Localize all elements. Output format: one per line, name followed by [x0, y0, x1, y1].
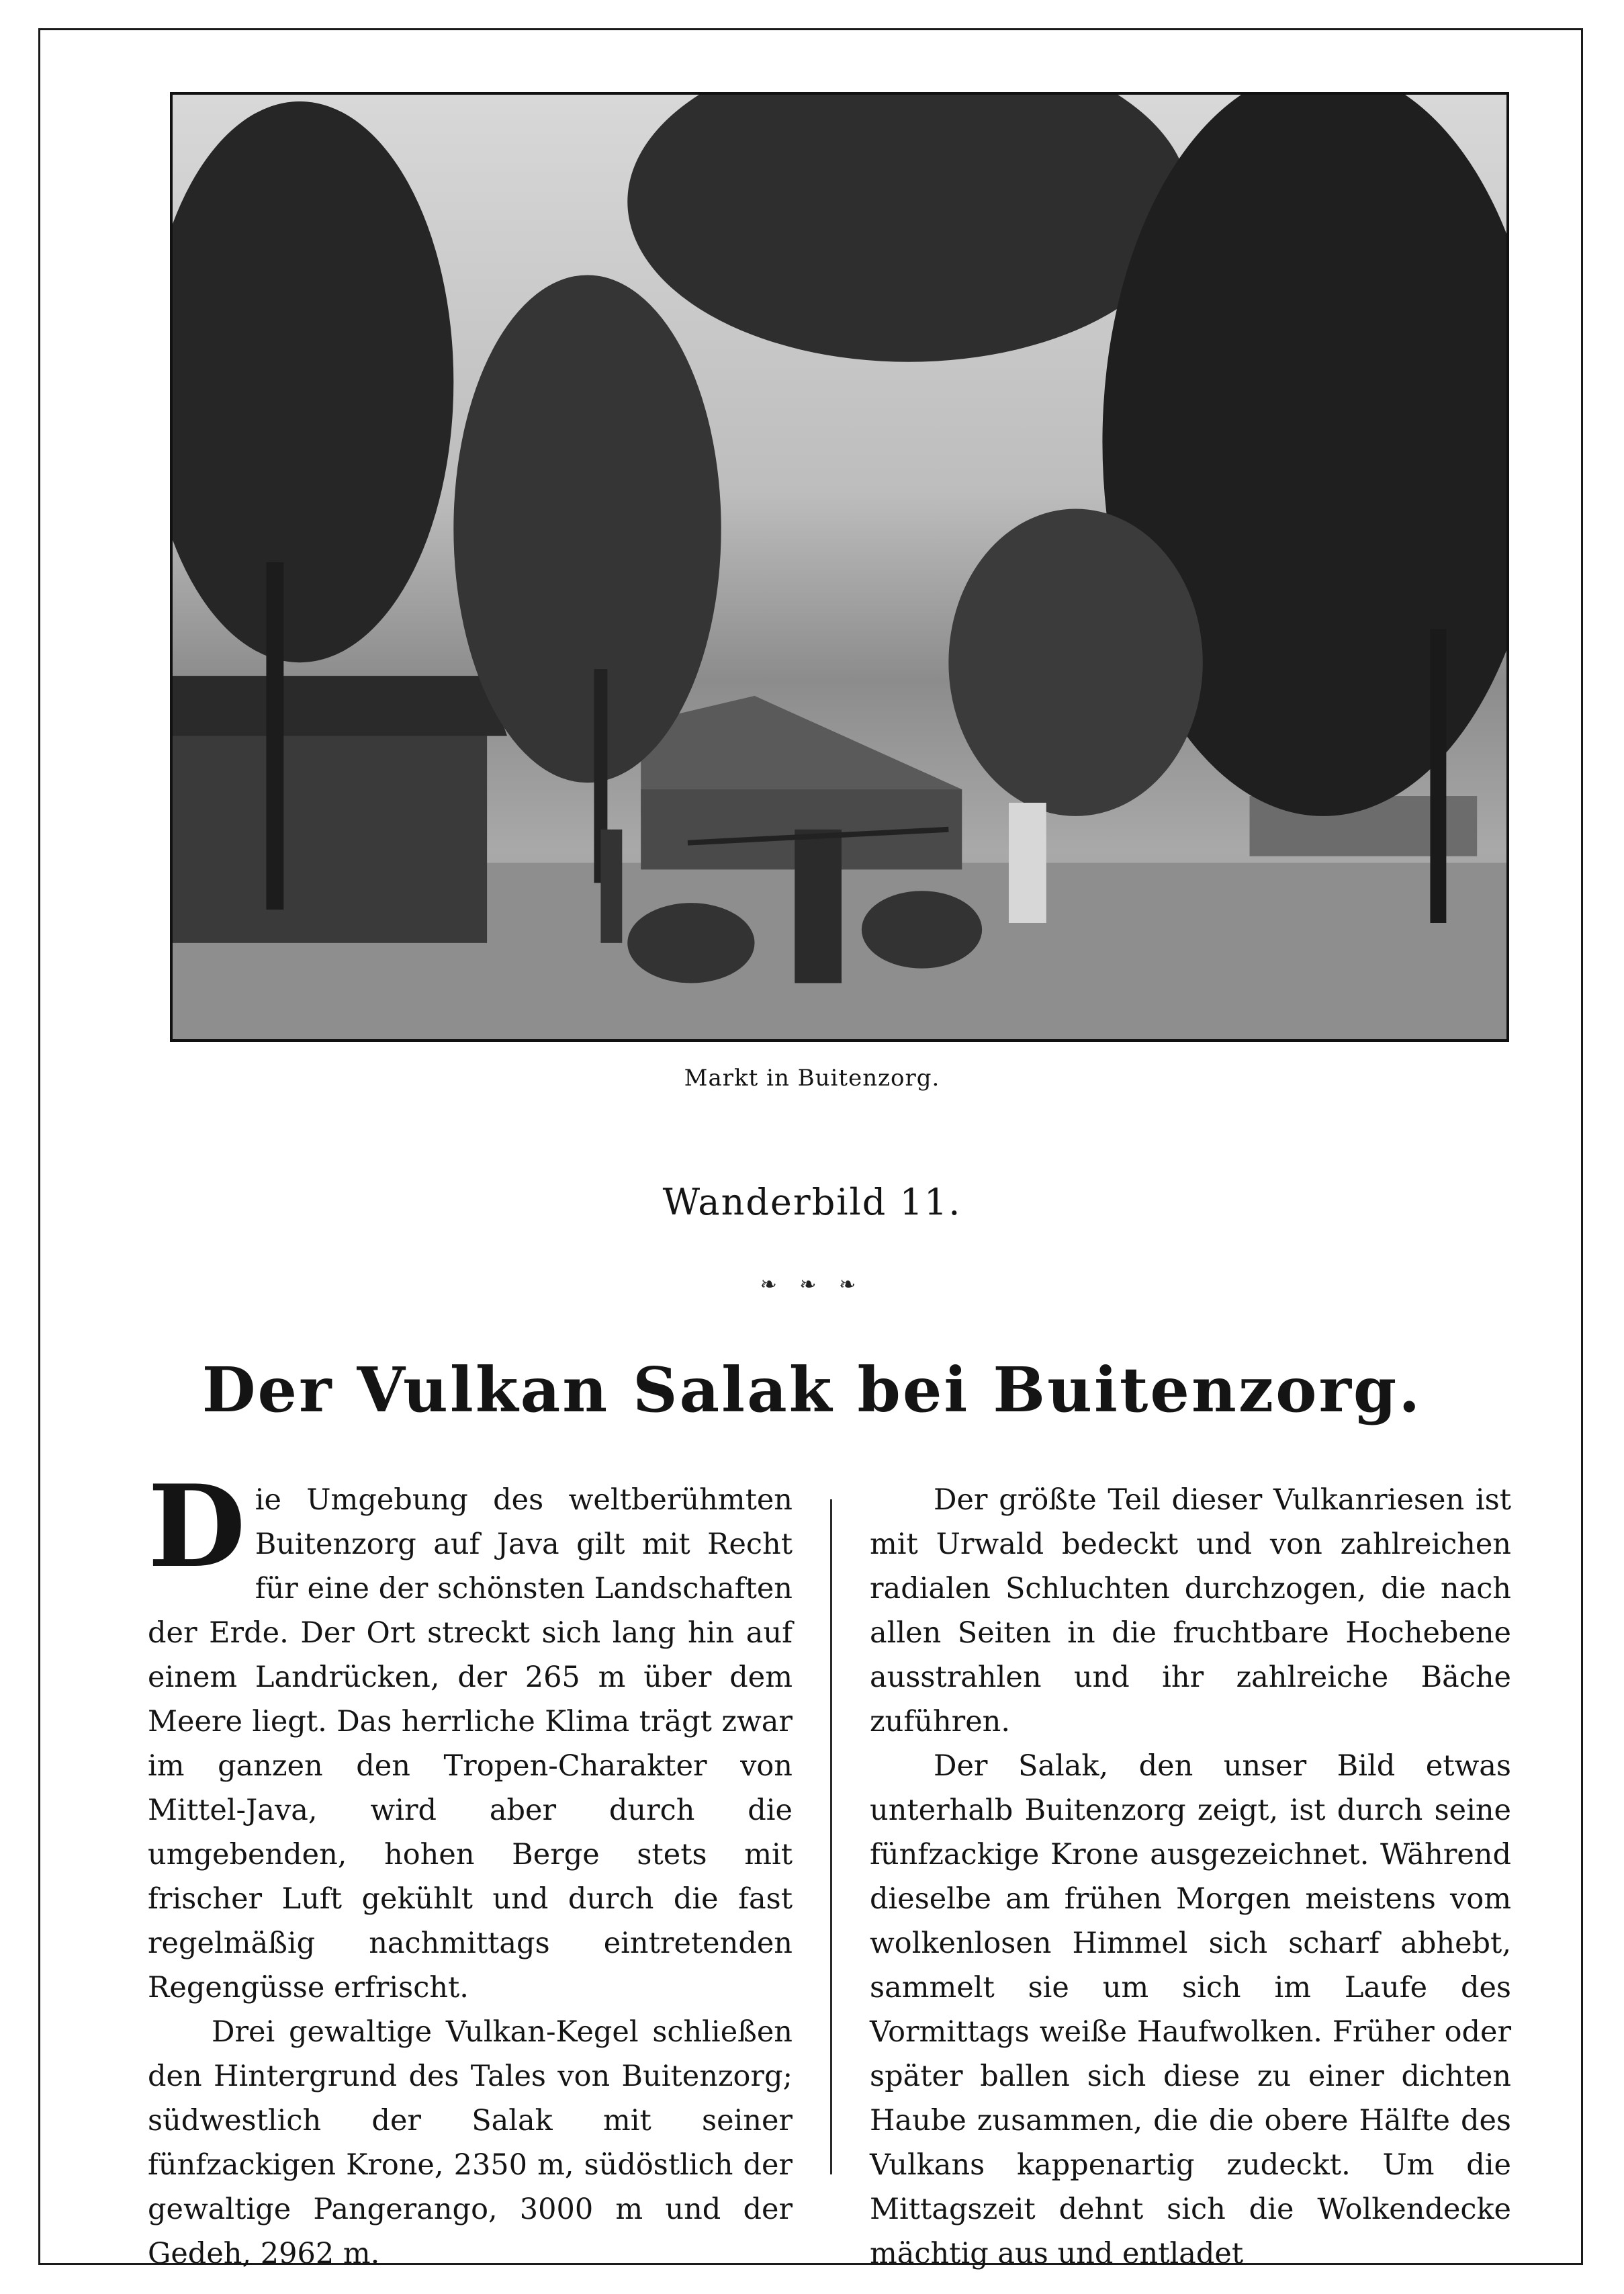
section-subtitle: Wanderbild 11. [662, 1181, 962, 1223]
ornament-divider: ❧ ❧ ❧ [760, 1273, 864, 1296]
left-paragraph-1-text: ie Umgebung des weltberühmten Buitenzorg auf Java gilt mit Recht für eine der schönsten Landschaften der Erde. Der Ort streckt sich lang hin auf einem Landrücken, der 265 m über dem Meere liegt. Das herrliche Klima trägt zwar im ganzen den Tropen-Charakter von Mittel-Java, wird aber durch die umgebenden, hohen Berge stets mit frischer Luft gekühlt und durch die fast regelmäßig nachmittags eintretenden Regengüsse erfrischt. [148, 1483, 793, 2004]
left-paragraph-1 [148, 1460, 793, 2010]
market-photo [170, 92, 1509, 1042]
drop-cap: D [148, 1460, 246, 1593]
column-rule [830, 1499, 832, 2174]
article-title: Der Vulkan Salak bei Buitenzorg. [201, 1354, 1423, 1426]
right-paragraph-2: Der Salak, den unser Bild etwas unterhalb Buitenzorg zeigt, ist durch seine fünfzackige Krone ausgezeichnet. Während dieselbe am frühen Morgen meistens vom wolkenlosen Himmel sich scharf abhebt, sammelt sie um sich im Laufe des Vormittags weiße Haufwolken. Früher oder später ballen sich diese zu einer dichten Haube zusammen, die die obere Hälfte des Vulkans kappenartig zudeckt. Um die Mittagszeit dehnt sich die Wolkendecke mächtig aus und entladet [870, 1749, 1511, 2270]
right-paragraph-1: Der größte Teil dieser Vulkanriesen ist mit Urwald bedeckt und von zahlreichen radialen Schluchten durchzogen, die nach allen Seiten in die fruchtbare Hochebene ausstrahlen und ihr zahlreiche Bäche zuführen. [870, 1483, 1511, 1738]
left-paragraph-2: Drei gewaltige Vulkan-Kegel schließen den Hintergrund des Tales von Buitenzorg; südwestlich der Salak mit seiner fünfzackigen Krone, 2350 m, südöstlich der gewaltige Pangerango, 3000 m und der Gedeh, 2962 m. [148, 2015, 793, 2270]
left-column [148, 1460, 793, 2276]
market-photo-illustration [173, 95, 1506, 1039]
right-column [870, 1478, 1511, 2276]
photo-caption: Markt in Buitenzorg. [684, 1065, 940, 1092]
